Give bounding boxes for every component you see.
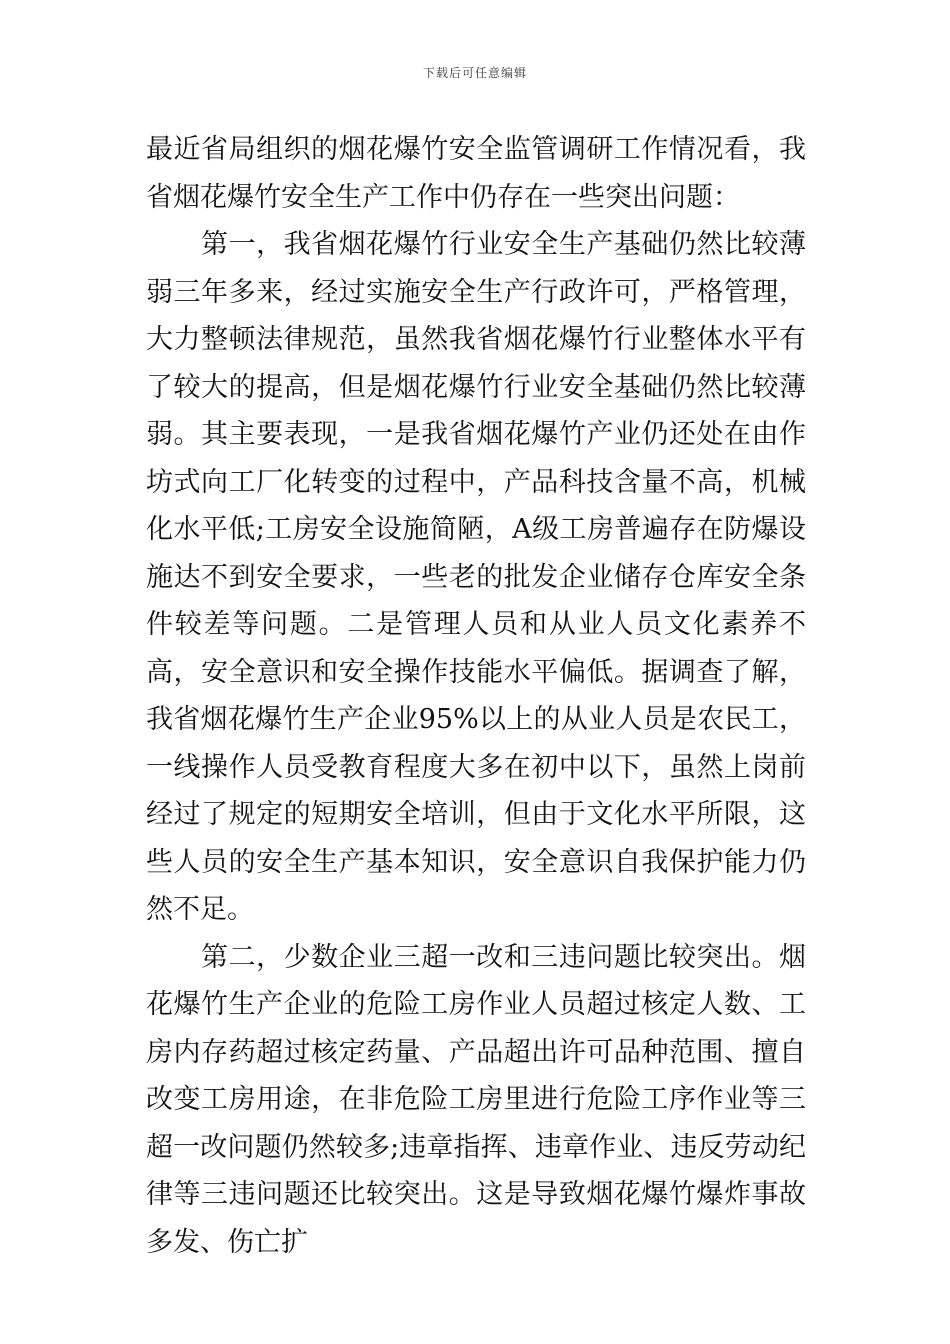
page-header: 下载后可任意编辑: [422, 66, 527, 80]
paragraph-intro: 最近省局组织的烟花爆竹安全监管调研工作情况看，我省烟花爆竹安全生产工作中仍存在一些突出问题：: [146, 134, 806, 213]
document-body: [146, 126, 806, 1266]
paragraph-second-point: 第二，少数企业三超一改和三违问题比较突出。烟花爆竹生产企业的危险工房作业人员超过核定人数、工房内存药超过核定药量、产品超出许可品种范围、擅自改变工房用途，在非危险工房里进行危险工序作业等三超一改问题仍然较多;违章指挥、违章作业、违反劳动纪律等三违问题还比较突出。这是导致烟花爆竹爆炸事故多发、伤亡扩: [146, 941, 806, 1258]
paragraph-first-point: 第一，我省烟花爆竹行业安全生产基础仍然比较薄弱三年多来，经过实施安全生产行政许可，严格管理，大力整顿法律规范，虽然我省烟花爆竹行业整体水平有了较大的提高，但是烟花爆竹行业安全基础仍然比较薄弱。其主要表现，一是我省烟花爆竹产业仍还处在由作坊式向工厂化转变的过程中，产品科技含量不高，机械化水平低;工房安全设施简陋，A级工房普遍存在防爆设施达不到安全要求，一些老的批发企业储存仓库安全条件较差等问题。二是管理人员和从业人员文化素养不高，安全意识和安全操作技能水平偏低。据调查了解，我省烟花爆竹生产企业95%以上的从业人员是农民工，一线操作人员受教育程度大多在初中以下，虽然上岗前经过了规定的短期安全培训，但由于文化水平所限，这些人员的安全生产基本知识，安全意识自我保护能力仍然不足。: [146, 229, 806, 925]
